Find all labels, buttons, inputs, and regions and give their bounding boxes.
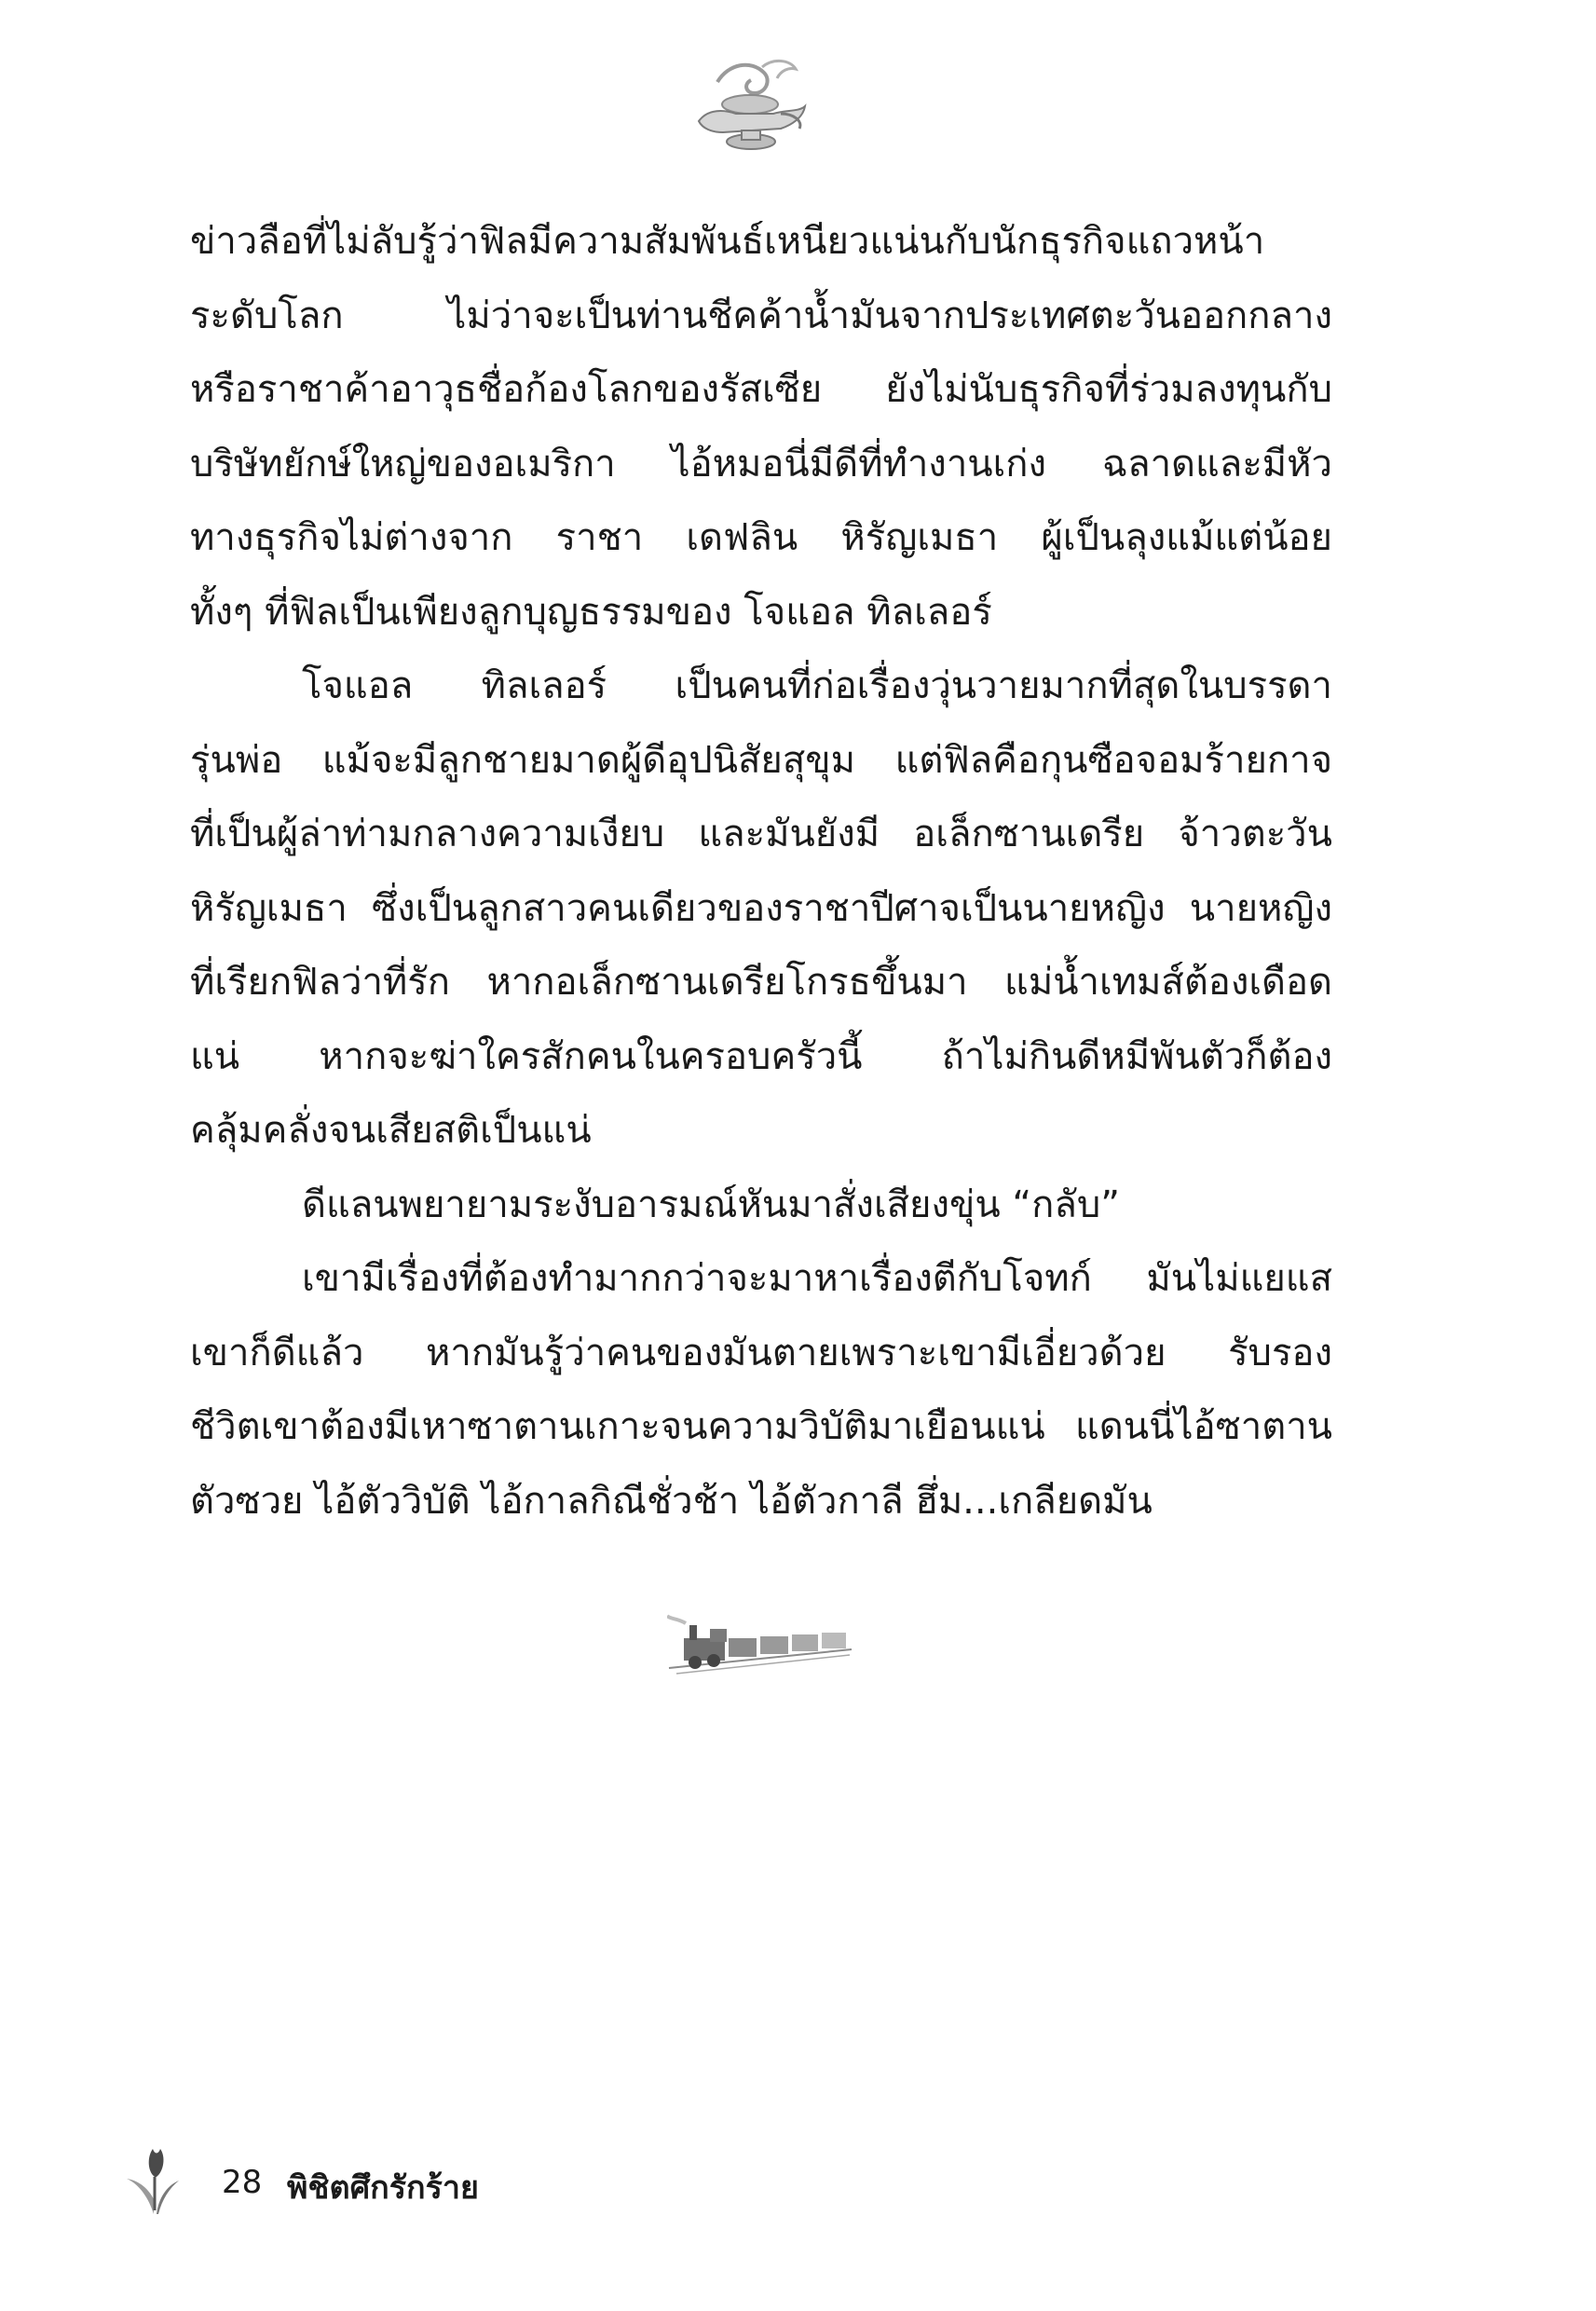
text-line: หิรัญเมธา ซึ่งเป็นลูกสาวคนเดียวของราชาปีศาจเป็นนายหญิง นายหญิง (190, 886, 1332, 930)
text-line: ระดับโลก ไม่ว่าจะเป็นท่านชีคค้าน้ำมันจากประเทศตะวันออกกลาง (190, 294, 1332, 337)
text-line: แน่ หากจะฆ่าใครสักคนในครอบครัวนี้ ถ้าไม่กินดีหมีพันตัวก็ต้อง (190, 1034, 1332, 1078)
text-line: ชีวิตเขาต้องมีเหาซาตานเกาะจนความวิบัติมาเยือนแน่ แดนนี่ไอ้ซาตาน (190, 1405, 1332, 1448)
text-line: ทางธุรกิจไม่ต่างจาก ราชา เดฟลิน หิรัญเมธา ผู้เป็นลุงแม้แต่น้อย (190, 516, 1332, 559)
genie-lamp-icon (680, 56, 820, 158)
text-line: บริษัทยักษ์ใหญ่ของอเมริกา ไอ้หมอนี่มีดีที่ทำงานเก่ง ฉลาดและมีหัว (190, 442, 1332, 485)
text-line: คลุ้มคลั่งจนเสียสติเป็นแน่ (190, 1109, 592, 1152)
page-number: 28 (222, 2164, 263, 2201)
steam-train-icon (667, 1612, 853, 1679)
text-line: ข่าวลือที่ไม่ลับรู้ว่าฟิลมีความสัมพันธ์เหนียวแน่นกับนักธุรกิจแถวหน้า (190, 220, 1265, 263)
text-line: ที่เรียกฟิลว่าที่รัก หากอเล็กซานเดรียโกรธขึ้นมา แม่น้ำเทมส์ต้องเดือด (190, 961, 1332, 1004)
page-footer (121, 2143, 680, 2218)
text-line: ดีแลนพยายามระงับอารมณ์หันมาสั่งเสียงขุ่น “กลับ” (302, 1183, 1120, 1226)
book-title: พิชิตศึกรักร้าย (287, 2169, 479, 2207)
body-text (190, 205, 1332, 1538)
tulip-icon (121, 2143, 186, 2218)
text-line: ตัวซวย ไอ้ตัววิบัติ ไอ้กาลกิณีชั่วช้า ไอ้ตัวกาลี ฮึ่ม...เกลียดมัน (190, 1479, 1153, 1523)
text-line: โจแอล ทิลเลอร์ เป็นคนที่ก่อเรื่องวุ่นวายมากที่สุดในบรรดา (302, 664, 1332, 707)
text-line: ทั้งๆ ที่ฟิลเป็นเพียงลูกบุญธรรมของ โจแอล ทิลเลอร์ (190, 590, 992, 634)
text-line: เขามีเรื่องที่ต้องทำมากกว่าจะมาหาเรื่องตีกับโจทก์ มันไม่แยแส (302, 1257, 1332, 1300)
text-line: หรือราชาค้าอาวุธชื่อก้องโลกของรัสเซีย ยังไม่นับธุรกิจที่ร่วมลงทุนกับ (190, 368, 1332, 411)
text-line: รุ่นพ่อ แม้จะมีลูกชายมาดผู้ดีอุปนิสัยสุขุม แต่ฟิลคือกุนซือจอมร้ายกาจ (190, 738, 1332, 782)
text-line: ที่เป็นผู้ล่าท่ามกลางความเงียบ และมันยังมี อเล็กซานเดรีย จ้าวตะวัน (190, 813, 1332, 855)
text-line: เขาก็ดีแล้ว หากมันรู้ว่าคนของมันตายเพราะเขามีเอี่ยวด้วย รับรอง (190, 1331, 1332, 1374)
